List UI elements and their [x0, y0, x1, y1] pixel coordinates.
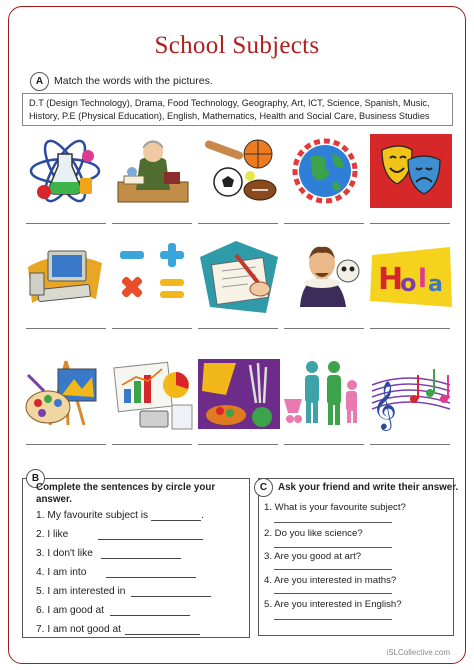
music-notes-picture	[368, 355, 454, 433]
answer-blank[interactable]	[98, 530, 203, 540]
svg-text:𝄞: 𝄞	[372, 380, 397, 429]
globe-picture	[282, 132, 368, 210]
sports-balls-picture	[196, 132, 282, 210]
question-2: 2. Do you like science?	[264, 528, 363, 539]
shakespeare-picture	[282, 237, 368, 315]
answer-line[interactable]	[284, 328, 364, 329]
word-bank	[22, 93, 453, 126]
svg-text:l: l	[418, 264, 427, 294]
sentence-text: 7. I am not good at	[36, 624, 121, 635]
answer-blank[interactable]	[110, 606, 190, 616]
computer-picture	[22, 237, 108, 315]
sentence-period: .	[201, 510, 204, 521]
answer-blank[interactable]	[131, 587, 211, 597]
section-b-badge: B	[26, 469, 45, 488]
answer-blank[interactable]	[151, 511, 201, 521]
food-picture	[196, 355, 282, 433]
answer-line[interactable]	[26, 328, 106, 329]
hola-picture	[368, 237, 454, 315]
sentence-text: 1. My favourite subject is	[36, 510, 149, 521]
answer-line[interactable]	[112, 328, 192, 329]
answer-line[interactable]	[274, 593, 392, 594]
answer-line[interactable]	[198, 444, 278, 445]
word-bank-line-1: D.T (Design Technology), Drama, Food Technology, Geography, Art, ICT, Science, Spanish, Music,	[29, 98, 430, 108]
drama-masks-picture	[368, 132, 454, 210]
answer-line[interactable]	[274, 547, 392, 548]
svg-text:o: o	[400, 269, 417, 297]
answer-line[interactable]	[274, 569, 392, 570]
question-3: 3. Are you good at art?	[264, 551, 362, 562]
answer-line[interactable]	[198, 223, 278, 224]
svg-text:H: H	[378, 262, 404, 297]
svg-text:a: a	[428, 272, 443, 297]
answer-line[interactable]	[26, 223, 106, 224]
section-a-badge: A	[30, 72, 49, 91]
historical-figure-picture	[110, 132, 196, 210]
sentence-4	[36, 567, 196, 578]
sentence-3	[36, 548, 181, 559]
section-c-badge: C	[254, 478, 273, 497]
sentence-text: 2. I like	[36, 529, 69, 540]
section-b-instruction: Complete the sentences by circle your answer.	[36, 482, 216, 505]
answer-line[interactable]	[284, 223, 364, 224]
business-charts-picture	[110, 355, 196, 433]
question-5: 5. Are you interested in English?	[264, 599, 402, 610]
answer-line[interactable]	[26, 444, 106, 445]
sentence-1	[36, 510, 204, 521]
word-bank-line-2: History, P.E (Physical Education), English, Mathematics, Health and Social Care, Business Studies	[29, 110, 430, 121]
answer-blank[interactable]	[106, 568, 196, 578]
sentence-text: 3. I don't like	[36, 548, 93, 559]
question-4: 4. Are you interested in maths?	[264, 575, 397, 586]
answer-line[interactable]	[370, 444, 450, 445]
sentence-2	[36, 529, 203, 540]
section-a-instruction: Match the words with the pictures.	[54, 75, 213, 87]
answer-blank[interactable]	[101, 549, 181, 559]
sentence-text: 6. I am good at	[36, 605, 104, 616]
section-c-instruction: Ask your friend and write their answer.	[278, 482, 459, 493]
answer-line[interactable]	[370, 328, 450, 329]
answer-line[interactable]	[112, 223, 192, 224]
math-symbols-picture	[110, 237, 196, 315]
art-palette-picture	[22, 355, 108, 433]
answer-line[interactable]	[284, 444, 364, 445]
sentence-7	[36, 624, 200, 635]
question-1: 1. What is your favourite subject?	[264, 502, 406, 513]
sentence-5	[36, 586, 211, 597]
writing-hand-picture	[196, 237, 282, 315]
atom-flask-picture	[22, 132, 108, 210]
answer-line[interactable]	[274, 522, 392, 523]
page-title: School Subjects	[154, 32, 320, 59]
sentence-text: 5. I am interested in	[36, 586, 126, 597]
family-picture	[282, 355, 368, 433]
answer-line[interactable]	[370, 223, 450, 224]
footer-watermark: iSLCollective.com	[386, 648, 450, 657]
sentence-6	[36, 605, 190, 616]
answer-blank[interactable]	[125, 625, 200, 635]
answer-line[interactable]	[198, 328, 278, 329]
sentence-text: 4. I am into	[36, 567, 87, 578]
answer-line[interactable]	[112, 444, 192, 445]
answer-line[interactable]	[274, 619, 392, 620]
